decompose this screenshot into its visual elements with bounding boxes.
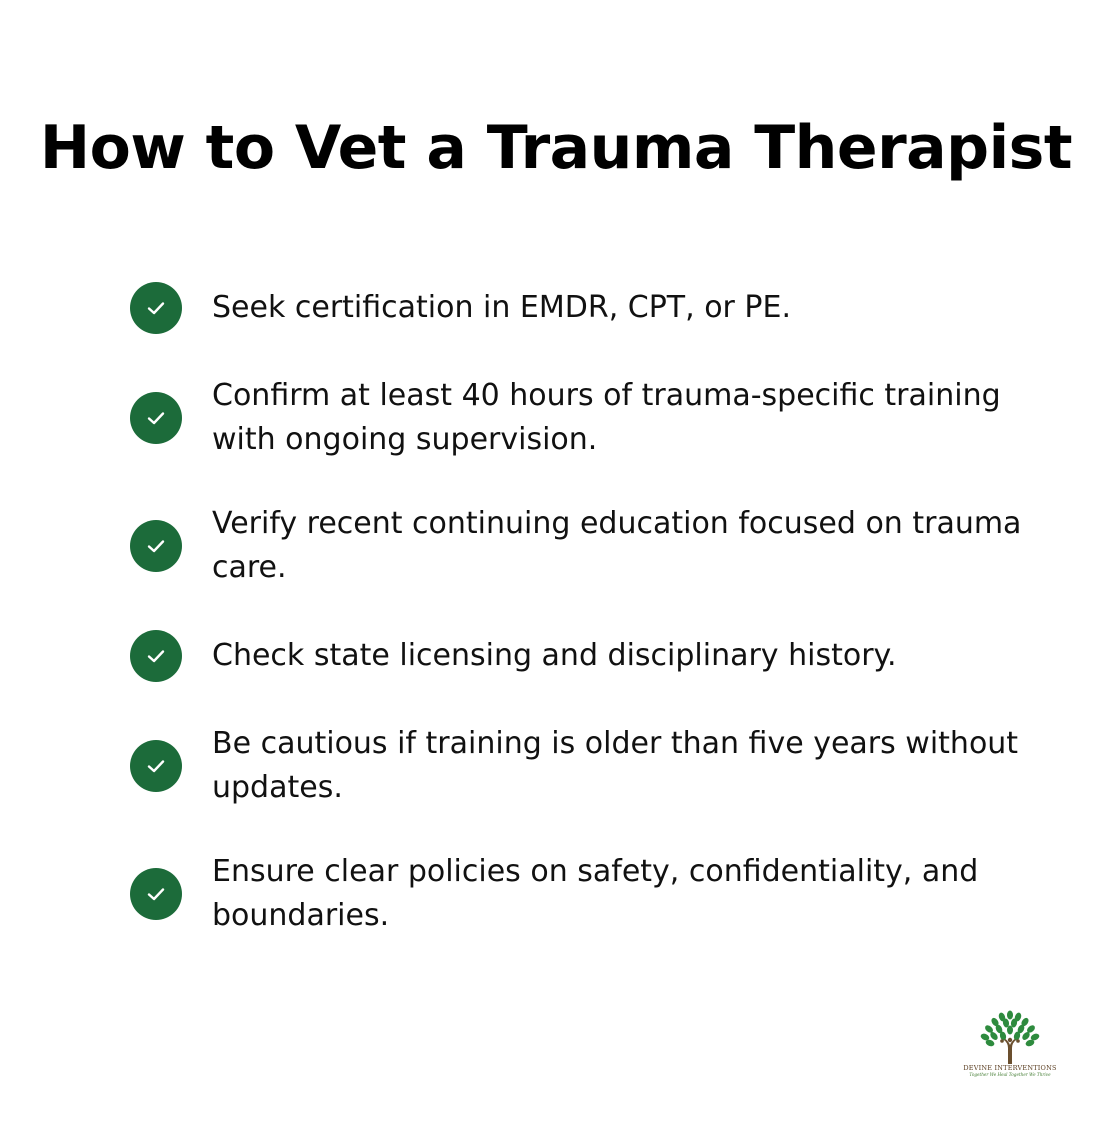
check-circle-icon: [130, 282, 182, 334]
checklist-item: [130, 374, 1030, 462]
checklist-item-text: Verify recent continuing education focused on trauma care.: [212, 506, 1022, 585]
tree-logo-icon: [978, 1010, 1042, 1064]
checklist-item-text: Confirm at least 40 hours of trauma-specific training with ongoing supervision.: [212, 378, 1001, 457]
check-circle-icon: [130, 392, 182, 444]
checklist-item-text: Check state licensing and disciplinary history.: [212, 638, 897, 673]
checklist-item: [130, 850, 1030, 938]
brand-logo: [962, 1010, 1058, 1086]
brand-name: DEVINE INTERVENTIONS: [963, 1064, 1057, 1072]
checklist-item: [130, 722, 1030, 810]
page-title: How to Vet a Trauma Therapist: [39, 113, 1073, 183]
checklist-item: [130, 630, 1030, 682]
check-circle-icon: [130, 868, 182, 920]
checklist-item-text: Ensure clear policies on safety, confidentiality, and boundaries.: [212, 854, 979, 933]
checklist-item-text: Seek certification in EMDR, CPT, or PE.: [212, 290, 792, 325]
checklist-item: [130, 502, 1030, 590]
checklist-item: [130, 282, 1030, 334]
check-circle-icon: [130, 520, 182, 572]
checklist-item-text: Be cautious if training is older than five years without updates.: [212, 726, 1019, 805]
check-circle-icon: [130, 740, 182, 792]
check-circle-icon: [130, 630, 182, 682]
brand-tagline: Together We Heal Together We Thrive: [969, 1072, 1051, 1077]
